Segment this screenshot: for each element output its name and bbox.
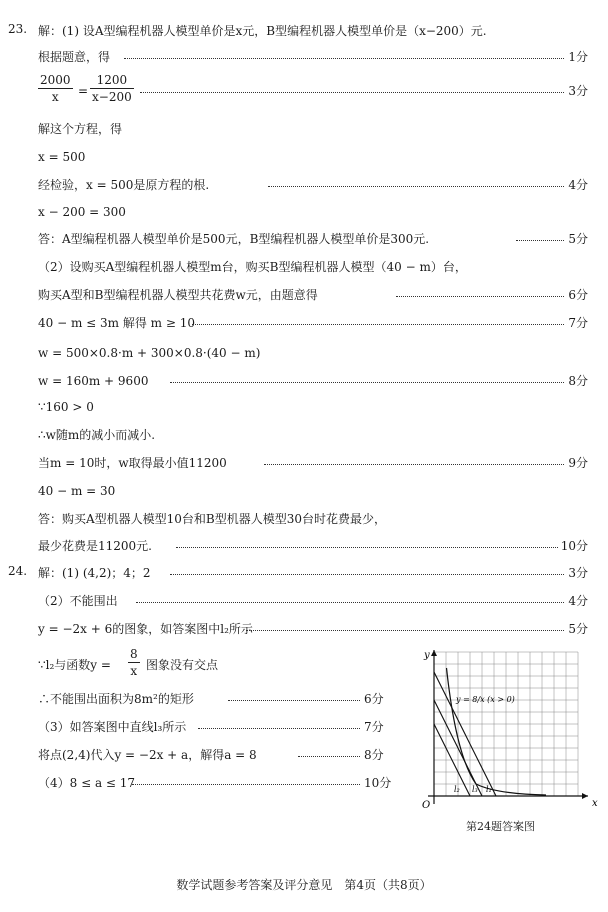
question-number: 23. xyxy=(8,22,28,36)
line-l1 xyxy=(434,672,496,796)
score-points: 5分 xyxy=(568,622,588,636)
score-points: 6分 xyxy=(568,288,588,302)
answer-figure xyxy=(416,646,596,836)
answer-line: ∵l₂与函数y = $\frac{8}{x}$ 图象没有交点 xyxy=(38,647,219,678)
score-points: 6分 xyxy=(364,692,384,706)
score-points: 7分 xyxy=(568,316,588,330)
answer-line: ∵160 > 0 xyxy=(38,400,94,414)
answer-line: 根据题意，得 1分 xyxy=(38,50,588,64)
figure-caption: 第24题答案图 xyxy=(466,820,535,833)
y-axis-label: y xyxy=(424,650,430,661)
fraction: $\frac{2000}{x}$ xyxy=(40,73,71,104)
answer-line: 解：(1) 设A型编程机器人模型单价是x元，B型编程机器人模型单价是（x−200）元. xyxy=(38,24,487,38)
grid xyxy=(434,652,578,796)
curve-label: y = 8/x (x > 0) xyxy=(456,695,515,704)
score-points: 10分 xyxy=(364,776,392,790)
answer-line: 答：A型编程机器人模型单价是500元，B型编程机器人模型单价是300元. 5分 xyxy=(38,232,588,246)
answer-line: 40 − m = 30 xyxy=(38,484,116,498)
answer-line: 当m = 10时，w取得最小值11200 9分 xyxy=(38,456,588,470)
answer-line: 答：购买A型机器人模型10台和B型机器人模型30台时花费最少， xyxy=(38,512,387,526)
curve-y-8-over-x xyxy=(447,668,547,795)
y-axis-arrow-icon xyxy=(431,650,437,656)
score-points: 4分 xyxy=(568,594,588,608)
question-number: 24. xyxy=(8,564,28,578)
score-points: 4分 xyxy=(568,178,588,192)
score-points: 3分 xyxy=(568,84,588,98)
score-points: 1分 xyxy=(568,50,588,64)
answer-line: 40 − m ≤ 3m 解得 m ≥ 10 7分 xyxy=(38,316,588,330)
answer-line: （2）不能围出 4分 xyxy=(38,594,588,608)
l2-label: l₂ xyxy=(454,785,460,794)
score-points: 8分 xyxy=(568,374,588,388)
answer-line: w = 500×0.8·m + 300×0.8·(40 − m) xyxy=(38,346,261,360)
score-points: 9分 xyxy=(568,456,588,470)
answer-line: ∴不能围出面积为8m²的矩形 6分 xyxy=(38,692,384,706)
answer-line: 将点(2,4)代入y = −2x + a，解得a = 8 8分 xyxy=(38,748,384,762)
l3-label: l₃ xyxy=(472,785,478,794)
origin-label: O xyxy=(422,800,431,811)
answer-line: （3）如答案图中直线l₃所示 7分 xyxy=(38,720,384,734)
answer-line: 解这个方程，得 xyxy=(38,122,123,136)
answer-line: （2）设购买A型编程机器人模型m台，购买B型编程机器人模型（40 − m）台， xyxy=(38,260,467,274)
score-points: 10分 xyxy=(560,539,588,553)
score-points: 7分 xyxy=(364,720,384,734)
answer-line: ∴w随m的减小而减小. xyxy=(38,428,156,442)
page-footer: 数学试题参考答案及评分意见 第4页（共8页） xyxy=(176,878,432,892)
answer-line: （4）8 ≤ a ≤ 17 10分 xyxy=(38,776,392,790)
score-points: 5分 xyxy=(568,232,588,246)
x-axis-label: x xyxy=(592,798,598,809)
answer-line: x = 500 xyxy=(38,150,86,164)
answer-line: 最少花费是11200元. 10分 xyxy=(38,539,588,553)
answer-line: y = −2x + 6的图象，如答案图中l₂所示 5分 xyxy=(38,622,588,636)
answer-line: 购买A型和B型编程机器人模型共花费w元，由题意得 6分 xyxy=(38,288,588,302)
answer-line: 解：(1) (4,2)；4；2 3分 xyxy=(38,566,588,580)
answer-line: x − 200 = 300 xyxy=(38,205,126,219)
answer-line: $\frac{2000}{x}$ = $\frac{1200}{x-200}$ 3分 xyxy=(40,73,588,104)
fraction: $\frac{8}{x}$ xyxy=(130,647,138,678)
score-points: 8分 xyxy=(364,748,384,762)
score-points: 3分 xyxy=(568,566,588,580)
l1-label: l₁ xyxy=(486,785,492,794)
answer-line: 经检验，x = 500是原方程的根. 4分 xyxy=(38,178,588,192)
answer-line: w = 160m + 9600 8分 xyxy=(38,374,588,388)
x-axis-arrow-icon xyxy=(582,793,588,799)
fraction: $\frac{1200}{x-200}$ xyxy=(92,73,132,104)
